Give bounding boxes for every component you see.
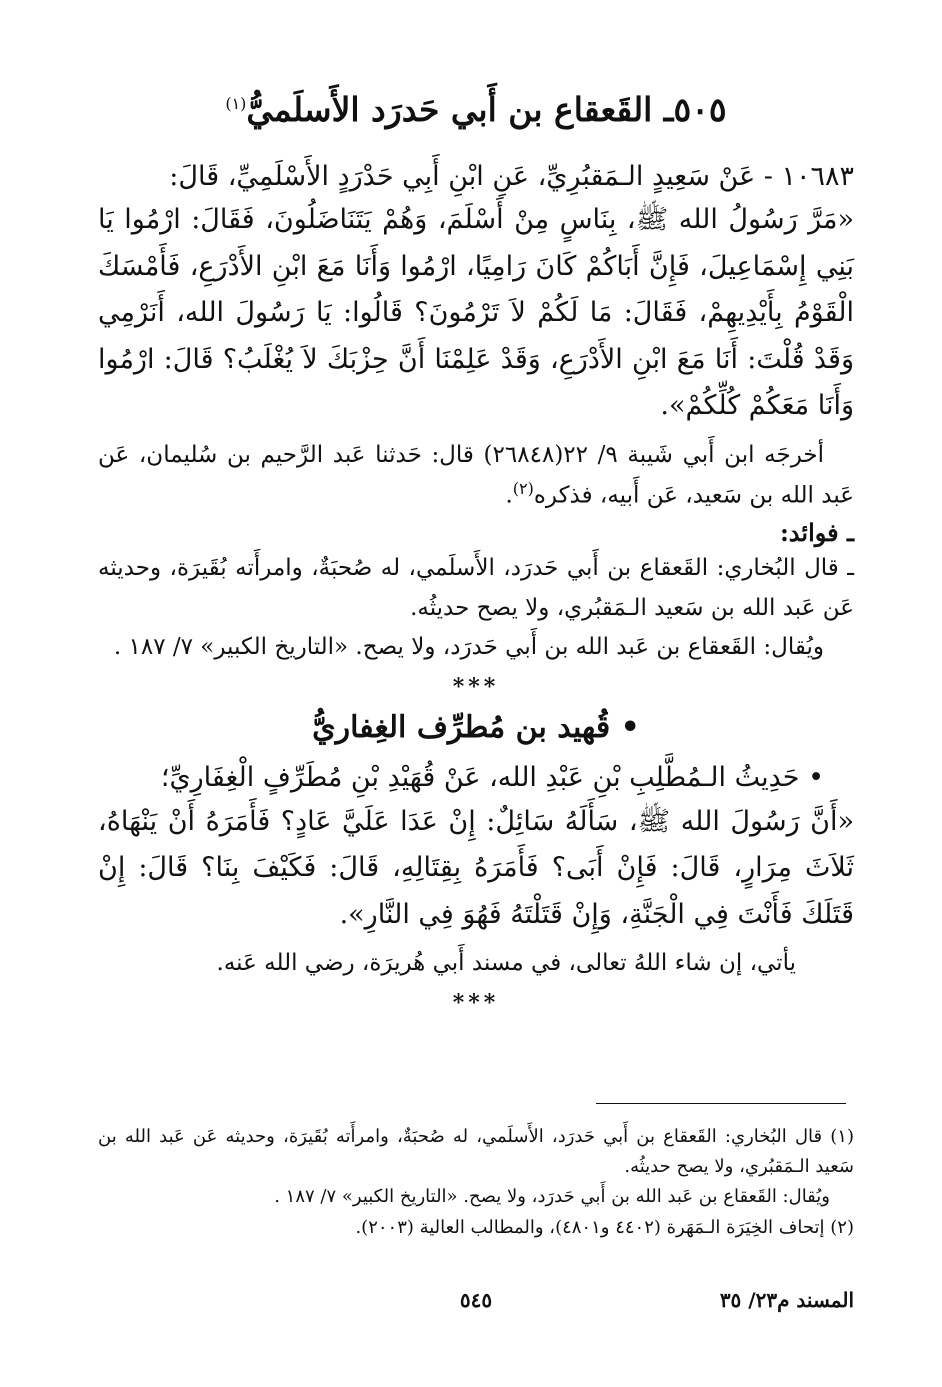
footnotes: [98, 1122, 854, 1243]
footnote-ref-2[interactable]: (٢): [512, 479, 534, 499]
footnote-separator: [596, 1103, 846, 1104]
footnote-1: (١) قال البُخاري: القَعقاع بن أَبي حَدرَد، الأَسلَمي، له صُحبَةٌ، وامرأَته بُقَيرَة، وحديثه عَن عَبد الله بن سَعيد الـمَقبُري، ولا يصح حديثُه.: [98, 1126, 854, 1178]
subsection-title: • قُهيد بن مُطرِّف الغِفاريُّ: [312, 710, 640, 746]
section-divider-stars: ***: [452, 674, 500, 701]
subsection-note: يأتي، إن شاء اللهُ تعالى، في مسند أَبي هُريرَة، رضي الله عَنه.: [216, 950, 796, 977]
section-title-text: ٥٠٥ـ القَعقاع بن أَبي حَدرَد الأَسلَميُّ: [246, 90, 727, 129]
subsection-heading: • حَدِيثُ الـمُطَّلِبِ بْنِ عَبْدِ الله، عَنْ قُهَيْدِ بْنِ مُطَرِّفٍ الْغِفَارِيِّ؛: [160, 762, 824, 794]
section-divider-stars-2: ***: [452, 989, 500, 1016]
page-number: ٥٤٥: [459, 1288, 493, 1312]
footnote-ref-1[interactable]: (١): [225, 94, 247, 113]
benefits-paragraph-2: ويُقال: القَعقاع بن عَبد الله بن أَبي حَدرَد، ولا يصح. «التاريخ الكبير» ٧/ ١٨٧ .: [113, 634, 824, 661]
takhrij-end: .: [505, 482, 513, 509]
takhrij-text: أخرجَه ابن أَبي شَيبة ٩/ ٢٢(٢٦٨٤٨) قال: حَدثنا عَبد الرَّحيم بن سُليمان، عَن عَبد الله بن سَعيد، عَن أَبيه، فذكره: [98, 441, 854, 509]
page-footer: [98, 1288, 854, 1318]
footnote-2: (٢) إتحاف الخِيَرَة الـمَهَرة (٤٤٠٢ و٤٨٠١)، والمطالب العالية (٢٠٠٣).: [355, 1216, 854, 1238]
hadith-heading: ١٠٦٨٣ - عَنْ سَعِيدٍ الـمَقبُرِيِّ، عَنِ ابْنِ أَبِي حَدْرَدٍ الأَسْلَمِيِّ، قَالَ:: [169, 160, 854, 192]
signature-mark: المسند م٢٣/ ٣٥: [719, 1288, 854, 1312]
takhrij-paragraph: [98, 436, 854, 517]
hadith-text: «مَرَّ رَسُولُ الله ﷺ، بِنَاسٍ مِنْ أَسْلَمَ، وَهُمْ يَتَنَاضَلُونَ، فَقَالَ: ارْمُوا يَا بَنِي إِسْمَاعِيلَ، فَإِنَّ أَبَاكُمْ كَانَ رَامِيًا، ارْمُوا وَأَنَا مَعَ ابْنِ الأَدْرَعِ، فَأَمْسَكَ الْقَوْمُ بِأَيْدِيهِمْ، فَقَالَ: مَا لَكُمْ لاَ تَرْمُونَ؟ قَالُوا: يَا رَسُولَ الله، أَنَرْمِي وَقَدْ قُلْتَ: أَنَا مَعَ ابْنِ الأَدْرَعِ، وَقَدْ عَلِمْنَا أَنَّ حِزْبَكَ لاَ يُغْلَبُ؟ قَالَ: ارْمُوا وَأَنَا مَعَكُمْ كُلِّكُمْ».: [98, 204, 854, 422]
footnote-1b: ويُقال: القَعقاع بن عَبد الله بن أَبي حَدرَد، ولا يصح. «التاريخ الكبير» ٧/ ١٨٧ .: [274, 1186, 830, 1208]
section-title: [98, 90, 854, 130]
benefits-paragraph-1: ـ قال البُخاري: القَعقاع بن أَبي حَدرَد، الأَسلَمي، له صُحبَةٌ، وامرأَته بُقَيرَة، وحديثه عَن عَبد الله بن سَعيد الـمَقبُري، ولا يصح حديثُه.: [98, 555, 854, 621]
subsection-hadith-text: «أَنَّ رَسُولَ الله ﷺ، سَأَلَهُ سَائِلٌ: إِنْ عَدَا عَلَيَّ عَادٍ؟ فَأَمَرَهُ أَنْ يَنْهَاهُ، ثَلاَثَ مِرَارٍ، قَالَ: فَإِنْ أَبَى؟ فَأَمَرَهُ بِقِتَالِهِ، قَالَ: فَكَيْفَ بِنَا؟ قَالَ: إِنْ قَتَلَكَ فَأَنْتَ فِي الْجَنَّةِ، وَإِنْ قَتَلْتَهُ فَهُوَ فِي النَّارِ».: [98, 805, 855, 930]
benefits-heading: ـ فوائد:: [779, 518, 854, 548]
